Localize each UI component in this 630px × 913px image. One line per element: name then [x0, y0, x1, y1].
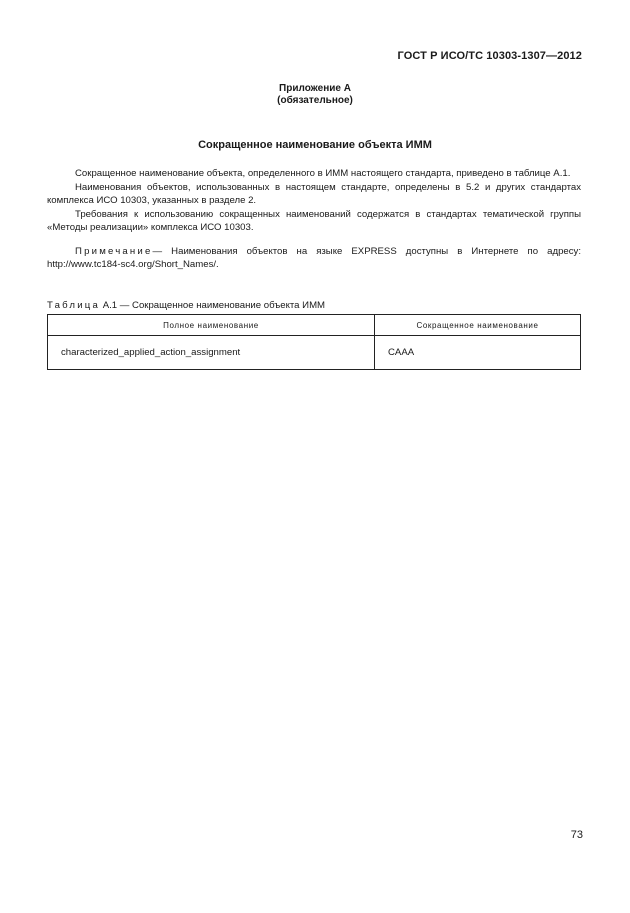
note-label: Примечание: [75, 245, 153, 257]
table-cell-full-name: characterized_applied_action_assignment: [48, 336, 375, 370]
annex-status: (обязательное): [277, 95, 353, 106]
section-title: Сокращенное наименование объекта ИММ: [198, 139, 432, 151]
page-number: 73: [570, 829, 583, 841]
body-text: [47, 167, 581, 272]
annex-title-block: [0, 83, 630, 107]
note: [47, 245, 581, 272]
paragraph: Наименования объектов, использованных в настоящем стандарте, определены в 5.2 и других стандартах комплекса ИСО 10303, указанных в разделе 2.: [47, 181, 581, 206]
table-row: [48, 336, 581, 370]
table-header-row: [48, 315, 581, 336]
table-cell-short-name: CAAA: [388, 347, 415, 358]
table-caption-text: А.1 — Сокращенное наименование объекта ИММ: [102, 300, 326, 311]
table-header-short-name: Сокращенное наименование: [375, 315, 581, 336]
standard-header: ГОСТ Р ИСО/ТС 10303-1307—2012: [397, 50, 582, 62]
table-header-full-name: Полное наименование: [48, 315, 375, 336]
table-caption-label: Таблица: [47, 300, 101, 311]
note-text: — Наименования объектов на языке EXPRESS доступны в Интернете по адресу: http://www.tc184-sc4.org/Short_Names/.: [47, 245, 581, 270]
abbreviation-table: [47, 314, 581, 370]
table-caption: [47, 300, 325, 311]
paragraph: Сокращенное наименование объекта, определенного в ИММ настоящего стандарта, приведено в таблице А.1.: [75, 168, 571, 179]
annex-title: Приложение А: [279, 83, 351, 94]
paragraph: Требования к использованию сокращенных наименований содержатся в стандартах тематической группы «Методы реализации» комплекса ИСО 10303.: [47, 208, 581, 233]
